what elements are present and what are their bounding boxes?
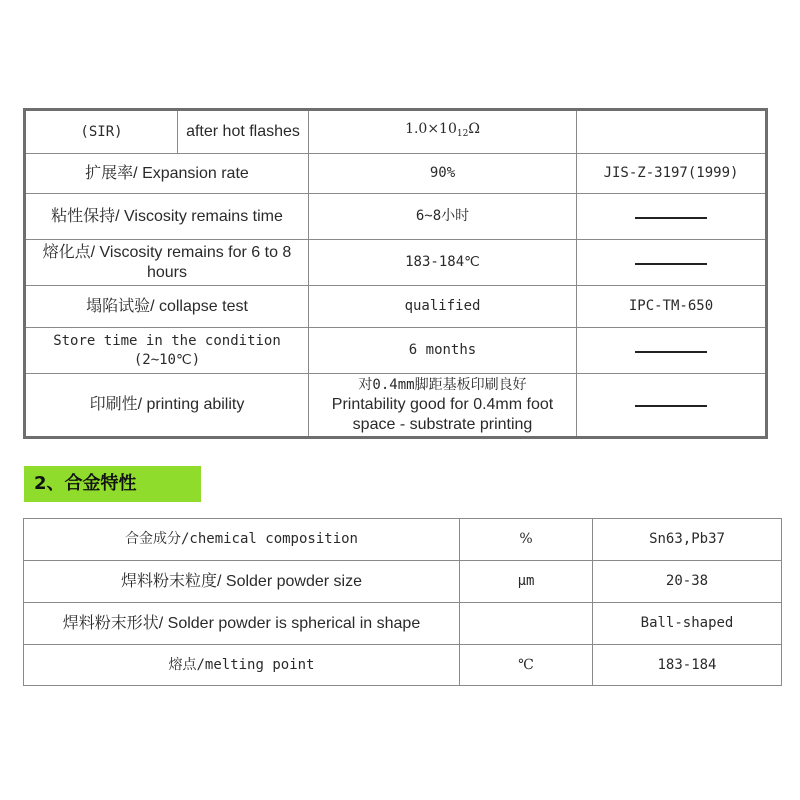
property-standard: JIS-Z-3197(1999)	[577, 154, 767, 194]
table-row	[24, 519, 782, 561]
table-row	[25, 374, 767, 438]
property-value: 6 months	[309, 328, 577, 374]
alloy-unit	[460, 603, 593, 645]
property-sublabel: after hot flashes	[178, 110, 309, 154]
section-heading: 2、合金特性	[24, 466, 201, 502]
alloy-table	[23, 518, 782, 686]
alloy-label: 熔点/melting point	[24, 645, 460, 686]
property-standard	[577, 110, 767, 154]
table-row	[25, 240, 767, 286]
table-row	[24, 603, 782, 645]
alloy-label: 焊料粉末粒度/ Solder powder size	[24, 561, 460, 603]
properties-table	[23, 108, 768, 439]
property-label: Store time in the condition (2~10℃)	[25, 328, 309, 374]
property-label: 扩展率/ Expansion rate	[25, 154, 309, 194]
property-value	[309, 374, 577, 438]
table-row	[25, 286, 767, 328]
property-value: qualified	[309, 286, 577, 328]
alloy-value: Sn63,Pb37	[593, 519, 782, 561]
property-value: 6~8小时	[309, 194, 577, 240]
property-standard: IPC-TM-650	[577, 286, 767, 328]
property-label: 熔化点/ Viscosity remains for 6 to 8 hours	[25, 240, 309, 286]
property-value: $1.0\times 10_{12}\Omega$	[309, 110, 577, 154]
value-en: Printability good for 0.4mm foot space - substrate printing	[331, 395, 554, 433]
value-cn: 对0.4mm脚距基板印刷良好	[358, 376, 527, 393]
table-row	[25, 194, 767, 240]
alloy-value: Ball-shaped	[593, 603, 782, 645]
property-value: 183-184℃	[309, 240, 577, 286]
alloy-unit: μm	[460, 561, 593, 603]
dash-placeholder	[577, 328, 767, 374]
dash-placeholder	[577, 374, 767, 438]
property-label: 印刷性/ printing ability	[25, 374, 309, 438]
property-value: 90%	[309, 154, 577, 194]
table-row	[25, 328, 767, 374]
alloy-label: 合金成分/chemical composition	[24, 519, 460, 561]
table-row	[24, 561, 782, 603]
alloy-value: 20-38	[593, 561, 782, 603]
property-label: 粘性保持/ Viscosity remains time	[25, 194, 309, 240]
alloy-value: 183-184	[593, 645, 782, 686]
table-row	[25, 110, 767, 154]
table-row	[25, 154, 767, 194]
table-row	[24, 645, 782, 686]
property-label: (SIR)	[25, 110, 178, 154]
alloy-unit: ℃	[460, 645, 593, 686]
property-label: 塌陷试验/ collapse test	[25, 286, 309, 328]
dash-placeholder	[577, 240, 767, 286]
alloy-label: 焊料粉末形状/ Solder powder is spherical in shape	[24, 603, 460, 645]
alloy-unit: %	[460, 519, 593, 561]
dash-placeholder	[577, 194, 767, 240]
